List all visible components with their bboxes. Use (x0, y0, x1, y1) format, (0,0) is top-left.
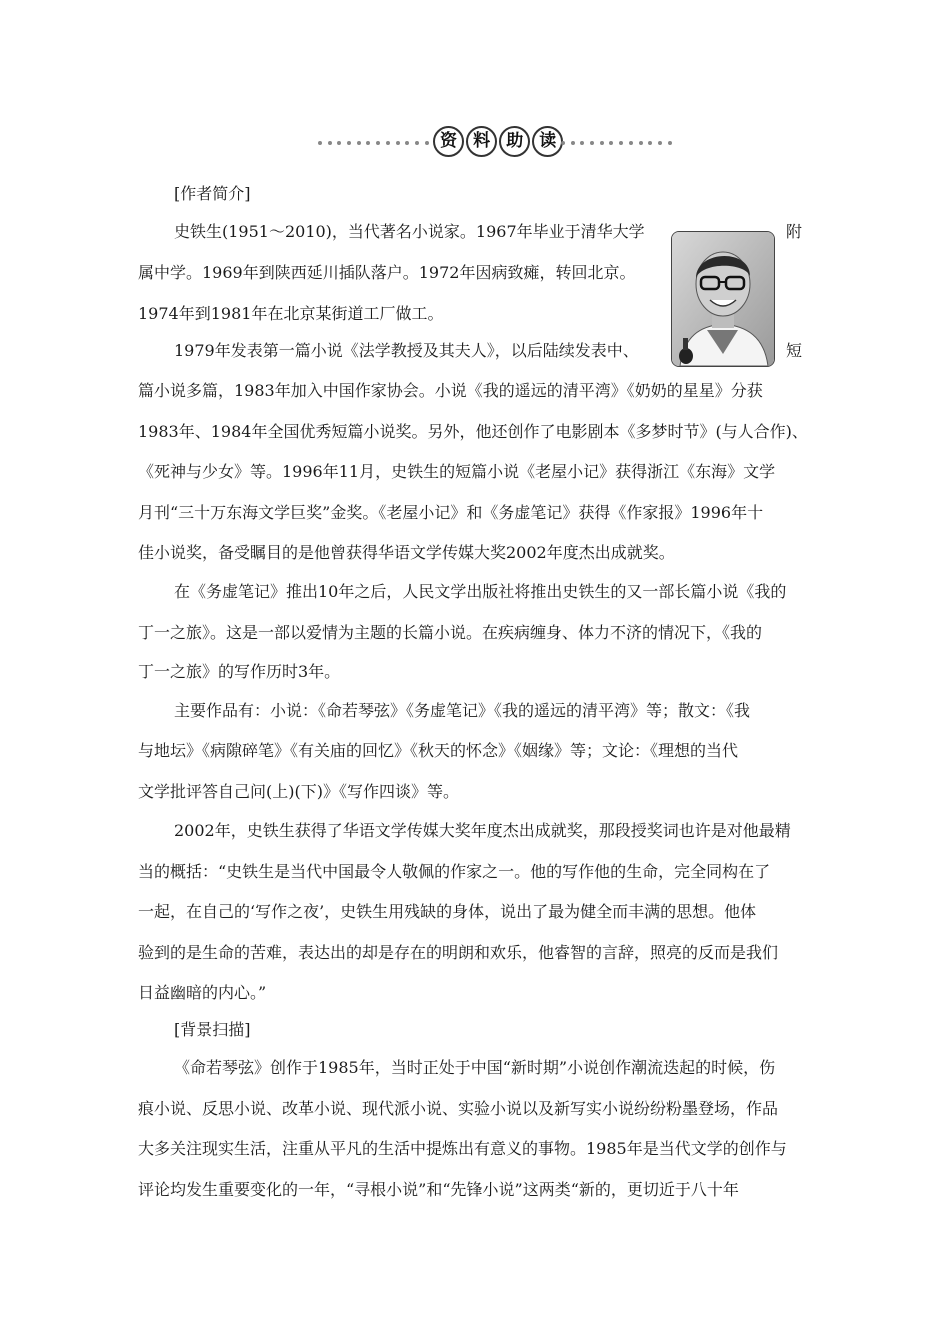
author-photo (671, 231, 775, 367)
text-line: 《命若琴弦》创作于1985年，当时正处于中国“新时期”小说创作潮流迭起的时候，伤 (174, 1058, 776, 1077)
text-line: 与地坛》《病隙碎笔》《有关庙的回忆》《秋天的怀念》《姻缘》等；文论：《理想的当代 (138, 741, 739, 760)
text-line: 属中学。1969年到陕西延川插队落户。1972年因病致瘫，转回北京。 (138, 263, 636, 282)
text-line: 文学批评答自己问(上)(下)》《写作四谈》等。 (138, 782, 459, 801)
text-line: 主要作品有：小说：《命若琴弦》《务虚笔记》《我的遥远的清平湾》等；散文：《我 (174, 701, 751, 720)
header-title-char: 料 (466, 126, 497, 157)
text-line: 佳小说奖，备受瞩目的是他曾获得华语文学传媒大奖2002年度杰出成就奖。 (138, 543, 675, 562)
text-line: 《死神与少女》等。1996年11月，史铁生的短篇小说《老屋小记》获得浙江《东海》文学 (138, 462, 776, 481)
text-line: 史铁生(1951～2010)，当代著名小说家。1967年毕业于清华大学 (174, 222, 645, 241)
section-header (0, 124, 950, 162)
text-line: 2002年，史铁生获得了华语文学传媒大奖年度杰出成就奖，那段授奖词也许是对他最精 (174, 821, 791, 840)
text-line: 丁一之旅》的写作历时3年。 (138, 662, 341, 681)
header-title-char: 读 (532, 126, 563, 157)
header-title (433, 126, 560, 157)
text-line: 1979年发表第一篇小说《法学教授及其夫人》，以后陆续发表中、 (174, 341, 639, 360)
text-line: 验到的是生命的苦难，表达出的却是存在的明朗和欢乐，他睿智的言辞，照亮的反而是我们 (138, 943, 779, 962)
text-line: 1974年到1981年在北京某街道工厂做工。 (138, 304, 444, 323)
header-title-char: 资 (433, 126, 464, 157)
text-line: 附 (786, 222, 803, 241)
text-line: 丁一之旅》。这是一部以爱情为主题的长篇小说。在疾病缠身、体力不济的情况下，《我的 (138, 623, 763, 642)
text-line: 大多关注现实生活，注重从平凡的生活中提炼出有意义的事物。1985年是当代文学的创作与 (138, 1139, 787, 1158)
section-heading-author: [作者简介] (174, 184, 251, 203)
text-line: 痕小说、反思小说、改革小说、现代派小说、实验小说以及新写实小说纷纷粉墨登场，作品 (138, 1099, 779, 1118)
text-line: 短 (786, 341, 803, 360)
decorative-dots-left (318, 141, 434, 145)
decorative-dots-right (561, 141, 677, 145)
text-line: 一起，在自己的‘写作之夜’，史铁生用残缺的身体，说出了最为健全而丰满的思想。他体 (138, 902, 757, 921)
text-line: 1983年、1984年全国优秀短篇小说奖。另外，他还创作了电影剧本《多梦时节》(与人合作)、 (138, 422, 808, 441)
author-portrait-image (672, 232, 774, 366)
text-line: 日益幽暗的内心。” (138, 983, 267, 1002)
section-heading-background: [背景扫描] (174, 1020, 251, 1039)
text-line: 在《务虚笔记》推出10年之后，人民文学出版社将推出史铁生的又一部长篇小说《我的 (174, 582, 787, 601)
text-line: 评论均发生重要变化的一年，“寻根小说”和“先锋小说”这两类“新的，更切近于八十年 (138, 1180, 739, 1199)
header-title-char: 助 (499, 126, 530, 157)
text-line: 当的概括：“史铁生是当代中国最令人敬佩的作家之一。他的写作他的生命，完全同构在了 (138, 862, 771, 881)
text-line: 月刊“三十万东海文学巨奖”金奖。《老屋小记》和《务虚笔记》获得《作家报》1996年十 (138, 503, 764, 522)
text-line: 篇小说多篇，1983年加入中国作家协会。小说《我的遥远的清平湾》《奶奶的星星》分获 (138, 381, 763, 400)
